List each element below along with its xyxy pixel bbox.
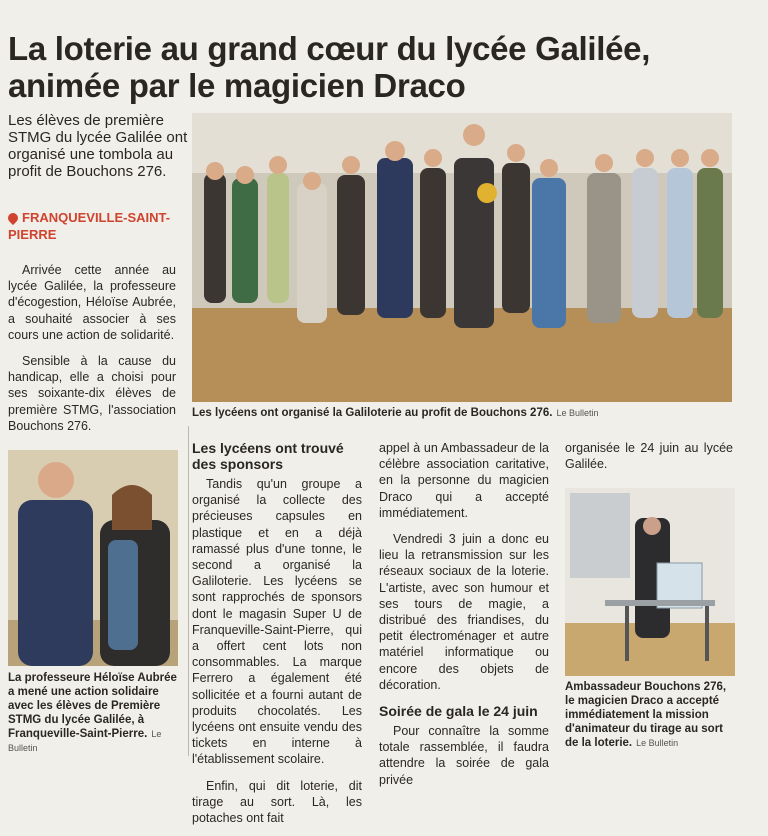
draco-caption-text: Ambassadeur Bouchons 276, le magicien Draco a accepté immédiatement la mission d'animateur du tirage au sort de la loterie.	[565, 681, 727, 749]
lead-paragraph: Les élèves de première STMG du lycée Galilée ont organisé une tombola au profit de Bouchons 276.	[8, 112, 188, 180]
col1-paragraph: Sensible à la cause du handicap, elle a choisi pour ses soixante-dix élèves de première STMG, l'association Bouchons 276.	[8, 354, 176, 433]
main-group-photo	[192, 113, 732, 402]
teacher-photo-illustration	[8, 450, 178, 666]
subhead-sponsors: Les lycéens ont trouvé des sponsors	[192, 440, 344, 472]
location-text: FRANQUEVILLE-SAINT-PIERRE	[8, 210, 171, 242]
headline-line-1: La loterie au grand cœur du lycée Galilée,	[8, 30, 651, 67]
main-caption-text: Les lycéens ont organisé la Galiloterie au profit de Bouchons 276.	[192, 407, 553, 419]
main-photo-caption	[192, 406, 732, 420]
column-2	[192, 440, 362, 836]
col2-paragraph: Tandis qu'un groupe a organisé la collecte des précieuses capsules en plastique et en a déjà ramassé plus d'une tonne, le second a organisé la Galiloterie. Les lycéens se sont rapprochés de sponsors dont le magasin Super U de Franqueville-Saint-Pierre, qui a offert cent lots non consommables. La marque Ferrero a également été sollicitée et a fourni autant de produits chocolatés. Les lycéens ont ensuite vendu des tickets en interne à l'établissement scolaire.	[192, 477, 362, 767]
column-divider	[188, 426, 189, 756]
teacher-photo	[8, 450, 178, 666]
headline	[8, 30, 760, 104]
draco-photo-illustration	[565, 488, 735, 676]
draco-photo	[565, 488, 735, 676]
photo-credit: Le Bulletin	[8, 729, 162, 753]
headline-line-2: animée par le magicien Draco	[8, 67, 466, 104]
column-4	[565, 440, 733, 482]
subhead-gala: Soirée de gala le 24 juin	[379, 703, 538, 720]
draco-photo-caption	[565, 680, 735, 750]
group-photo-illustration	[192, 113, 732, 402]
photo-credit: Le Bulletin	[636, 738, 679, 748]
col3-gala-paragraph: Pour connaître la somme totale rassemblée, il faudra attendre la soirée de gala privée	[379, 724, 549, 787]
col4-paragraph: organisée le 24 juin au lycée Galilée.	[565, 441, 733, 472]
col1-paragraph: Arrivée cette année au lycée Galilée, la professeure d'écogestion, Héloïse Aubrée, a souhaité associer à ses cours une action de solidarité.	[8, 263, 176, 342]
column-1	[8, 262, 176, 444]
teacher-caption-text: La professeure Héloïse Aubrée a mené une action solidaire avec les élèves de Première STMG du lycée Galilée, à Franqueville-Saint-Pierre.	[8, 672, 177, 740]
column-3	[379, 440, 549, 798]
teacher-photo-caption	[8, 671, 178, 755]
location-label	[8, 209, 194, 243]
col3-paragraph: Vendredi 3 juin a donc eu lieu la retransmission sur les réseaux sociaux de la loterie. L'artiste, avec son humour et ses tours de magie, a distribué des friandises, du petit électroménager et autre matériel informatique ou encore des objets de décoration.	[379, 532, 549, 692]
photo-credit: Le Bulletin	[556, 408, 599, 418]
col2-paragraph: Enfin, qui dit loterie, dit tirage au sort. Là, les potaches ont fait	[192, 778, 362, 826]
col3-paragraph: appel à un Ambassadeur de la célèbre association caritative, en la personne du magicien Draco qui a accepté immédiatement.	[379, 441, 549, 520]
location-pin-icon	[6, 211, 20, 225]
